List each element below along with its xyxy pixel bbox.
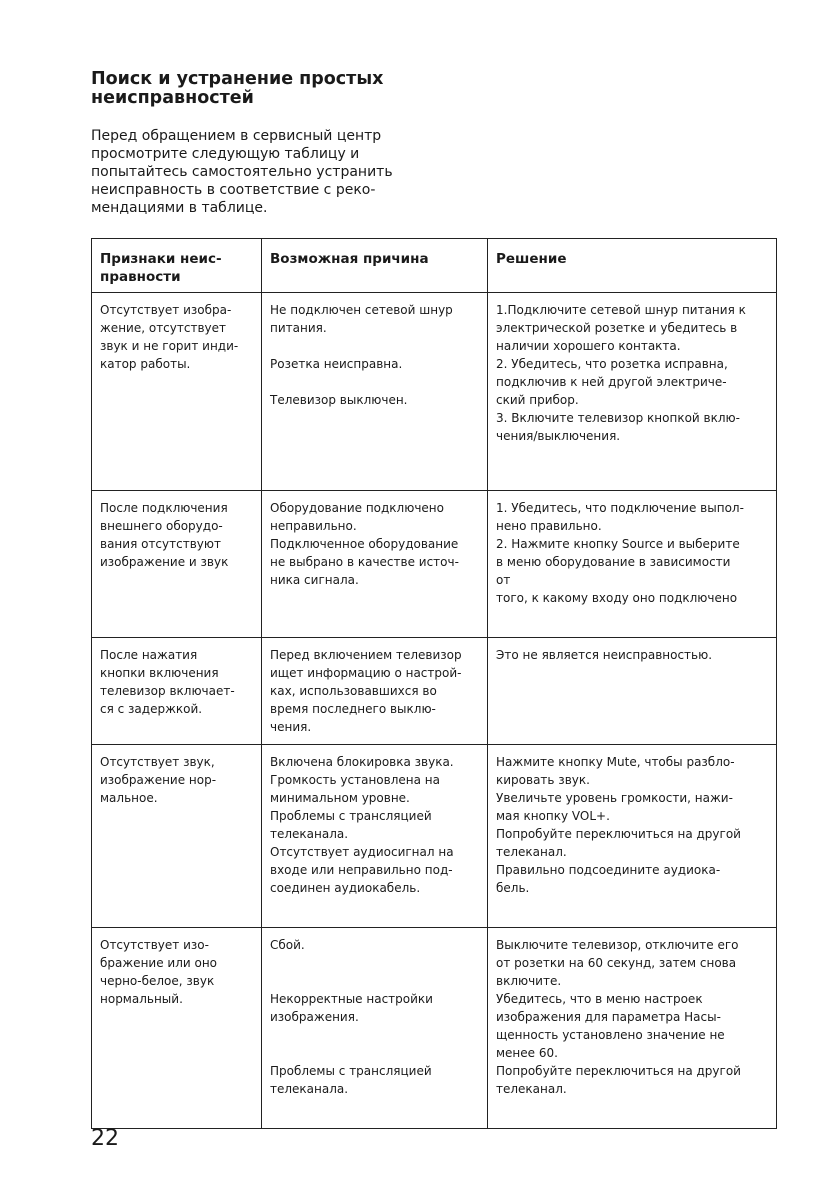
- line-gap: [270, 972, 480, 990]
- line-gap: [270, 1026, 480, 1044]
- cell-line: Телевизор выключен.: [270, 393, 408, 407]
- cell-symptom: [92, 745, 262, 928]
- cell-line: нормальный.: [100, 992, 183, 1006]
- cell-line: не выбрано в качестве источ-: [270, 555, 459, 569]
- cell-solution: [488, 745, 777, 928]
- cell-line: от розетки на 60 секунд, затем снова: [496, 956, 737, 970]
- table-row: [92, 638, 777, 745]
- cell-line: Отсутствует звук,: [100, 755, 215, 769]
- intro-line: Перед обращением в сервисный центр: [91, 128, 382, 144]
- cell-line: Розетка неисправна.: [270, 357, 403, 371]
- table-row: [92, 293, 777, 491]
- cell-line: Проблемы с трансляцией: [270, 809, 432, 823]
- cell-line: Некорректные настройки: [270, 992, 433, 1006]
- cell-line: чения/выключения.: [496, 429, 621, 443]
- cell-line: изображение и звук: [100, 555, 229, 569]
- cell-line: ский прибор.: [496, 393, 579, 407]
- cell-line: После нажатия: [100, 648, 198, 662]
- cell-line: телеканал.: [496, 1082, 567, 1096]
- cell-solution: [488, 638, 777, 745]
- troubleshooting-table: [91, 238, 777, 1129]
- cell-line: Не подключен сетевой шнур: [270, 303, 453, 317]
- cell-line: После подключения: [100, 501, 228, 515]
- cell-line: подключив к ней другой электриче-: [496, 375, 727, 389]
- cell-line: минимальном уровне.: [270, 791, 410, 805]
- cell-line: Попробуйте переключиться на другой: [496, 827, 741, 841]
- cell-line: изображение нор-: [100, 773, 217, 787]
- cell-line: Выключите телевизор, отключите его: [496, 938, 739, 952]
- table-body: [92, 293, 777, 1129]
- intro-line: мендациями в таблице.: [91, 200, 268, 216]
- cell-line: Увеличьте уровень громкости, нажи-: [496, 791, 733, 805]
- cell-line: 1. Убедитесь, что подключение выпол-: [496, 501, 744, 515]
- cell-line: Отсутствует изо-: [100, 938, 209, 952]
- cell-line: 3. Включите телевизор кнопкой вклю-: [496, 411, 740, 425]
- table-row: [92, 928, 777, 1129]
- cell-line: входе или неправильно под-: [270, 863, 453, 877]
- cell-symptom: [92, 293, 262, 491]
- header-line: Решение: [496, 251, 567, 267]
- cell-line: того, к какому входу оно подключено: [496, 591, 738, 605]
- intro-line: попытайтесь самостоятельно устранить: [91, 164, 393, 180]
- cell-cause: [262, 293, 488, 491]
- line-gap: [270, 1044, 480, 1062]
- cell-line: 2. Убедитесь, что розетка исправна,: [496, 357, 728, 371]
- cell-line: Отсутствует аудиосигнал на: [270, 845, 454, 859]
- cell-line: нено правильно.: [496, 519, 602, 533]
- cell-line: Попробуйте переключиться на другой: [496, 1064, 741, 1078]
- header-line: Признаки неис-: [100, 251, 222, 267]
- cell-line: Проблемы с трансляцией: [270, 1064, 432, 1078]
- cell-line: мальное.: [100, 791, 158, 805]
- cell-line: телеканала.: [270, 1082, 349, 1096]
- cell-symptom: [92, 928, 262, 1129]
- cell-line: Правильно подсоедините аудиока-: [496, 863, 721, 877]
- cell-line: телеканала.: [270, 827, 349, 841]
- cell-line: ся с задержкой.: [100, 702, 203, 716]
- cell-line: мая кнопку VOL+.: [496, 809, 610, 823]
- cell-cause: [262, 928, 488, 1129]
- cell-line: ках, использовавшихся во: [270, 684, 437, 698]
- cell-line: бражение или оно: [100, 956, 218, 970]
- cell-line: в меню оборудование в зависимости: [496, 555, 731, 569]
- cell-line: жение, отсутствует: [100, 321, 227, 335]
- cell-line: ника сигнала.: [270, 573, 359, 587]
- cell-line: Отсутствует изобра-: [100, 303, 232, 317]
- cell-solution: [488, 293, 777, 491]
- cell-line: звук и не горит инди-: [100, 339, 239, 353]
- cell-line: Оборудование подключено: [270, 501, 444, 515]
- intro-paragraph: [91, 127, 431, 217]
- cell-line: изображения.: [270, 1010, 359, 1024]
- cell-line: электрической розетке и убедитесь в: [496, 321, 738, 335]
- cell-solution: [488, 491, 777, 638]
- cell-line: от: [496, 573, 511, 587]
- header-line: Возможная причина: [270, 251, 429, 267]
- table-row: [92, 491, 777, 638]
- cell-line: Громкость установлена на: [270, 773, 440, 787]
- title-line: Поиск и устранение простых: [91, 69, 384, 89]
- line-gap: [270, 954, 480, 972]
- cell-symptom: [92, 638, 262, 745]
- cell-line: Перед включением телевизор: [270, 648, 462, 662]
- cell-line: бель.: [496, 881, 530, 895]
- line-gap: [270, 337, 480, 355]
- cell-line: чения.: [270, 720, 312, 734]
- cell-cause: [262, 491, 488, 638]
- cell-cause: [262, 745, 488, 928]
- cell-line: питания.: [270, 321, 327, 335]
- cell-line: ищет информацию о настрой-: [270, 666, 462, 680]
- cell-line: неправильно.: [270, 519, 357, 533]
- cell-line: Подключенное оборудование: [270, 537, 459, 551]
- cell-line: телевизор включает-: [100, 684, 235, 698]
- cell-line: кировать звук.: [496, 773, 590, 787]
- cell-line: кнопки включения: [100, 666, 219, 680]
- cell-cause: [262, 638, 488, 745]
- cell-line: Включена блокировка звука.: [270, 755, 454, 769]
- title-line: неисправностей: [91, 88, 254, 108]
- cell-solution: [488, 928, 777, 1129]
- cell-line: телеканал.: [496, 845, 567, 859]
- line-gap: [270, 373, 480, 391]
- cell-line: соединен аудиокабель.: [270, 881, 421, 895]
- cell-line: Сбой.: [270, 938, 305, 952]
- cell-line: черно-белое, звук: [100, 974, 215, 988]
- page-number: 22: [91, 1126, 119, 1151]
- cell-line: наличии хорошего контакта.: [496, 339, 681, 353]
- header-solution: [488, 239, 777, 293]
- cell-line: время последнего выклю-: [270, 702, 436, 716]
- intro-line: просмотрите следующую таблицу и: [91, 146, 360, 162]
- cell-line: Это не является неисправностью.: [496, 648, 713, 662]
- cell-line: включите.: [496, 974, 562, 988]
- cell-line: менее 60.: [496, 1046, 558, 1060]
- cell-line: щенность установлено значение не: [496, 1028, 725, 1042]
- cell-line: Убедитесь, что в меню настроек: [496, 992, 703, 1006]
- cell-symptom: [92, 491, 262, 638]
- cell-line: вания отсутствуют: [100, 537, 221, 551]
- cell-line: изображения для параметра Насы-: [496, 1010, 721, 1024]
- cell-line: Нажмите кнопку Mute, чтобы разбло-: [496, 755, 735, 769]
- header-line: правности: [100, 269, 181, 285]
- cell-line: 2. Нажмите кнопку Source и выберите: [496, 537, 740, 551]
- table-row: [92, 745, 777, 928]
- table-header-row: [92, 239, 777, 293]
- intro-line: неисправность в соответствие с реко-: [91, 182, 376, 198]
- cell-line: катор работы.: [100, 357, 191, 371]
- header-cause: [262, 239, 488, 293]
- cell-line: внешнего оборудо-: [100, 519, 223, 533]
- cell-line: 1.Подключите сетевой шнур питания к: [496, 303, 746, 317]
- page-title: [91, 70, 491, 108]
- header-symptoms: [92, 239, 262, 293]
